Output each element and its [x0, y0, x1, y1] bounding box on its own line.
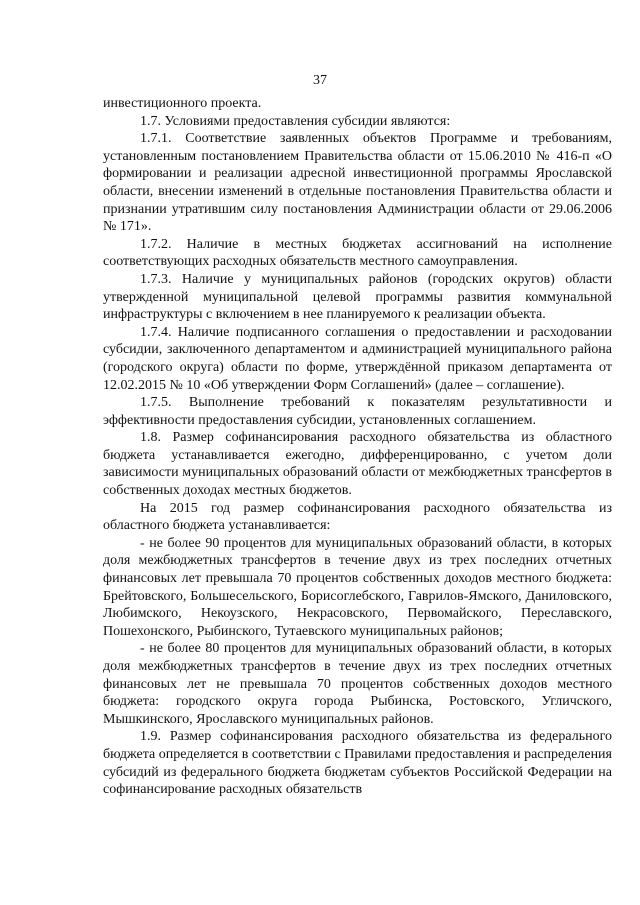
- paragraph-1-8: 1.8. Размер софинансирования расходного обязательства из областного бюджета устанавливается ежегодно, дифференцированно, с учетом доли зависимости муниципальных образований области от межбюджетных трансфертов в собственных доходах местных бюджетов.: [103, 430, 612, 499]
- paragraph-1-7-3: 1.7.3. Наличие у муниципальных районов (городских округов) области утвержденной муниципальной целевой программы развития коммунальной инфраструктуры с включением в нее планируемого к реализации объекта.: [103, 271, 612, 323]
- paragraph-1-7: 1.7. Условиями предоставления субсидии являются:: [140, 113, 451, 129]
- paragraph-1-7-4: 1.7.4. Наличие подписанного соглашения о предоставлении и расходовании субсидии, заключенного департаментом и администрацией муниципального района (городского округа) области по форме, утверждённой приказом департамента от 12.02.2015 № 10 «Об утверждении Форм Соглашений» (далее – соглашение).: [103, 324, 612, 393]
- paragraph-1-7-2: 1.7.2. Наличие в местных бюджетах ассигнований на исполнение соответствующих расходных обязательств местного самоуправления.: [103, 236, 612, 270]
- paragraph-1-7-5: 1.7.5. Выполнение требований к показателям результативности и эффективности предоставления субсидии, установленных соглашением.: [103, 395, 612, 428]
- paragraph-1-9: 1.9. Размер софинансирования расходного обязательства из федерального бюджета определяется в соответствии с Правилами предоставления и распределения субсидий из федерального бюджета бюджетам субъектов Российской Федерации на софинансирование расходных обязательств: [103, 729, 612, 798]
- paragraph-1-7-1: 1.7.1. Соответствие заявленных объектов Программе и требованиям, установленным постановлением Правительства области от 15.06.2010 № 416-п «О формировании и реализации адресной инвестиционной программы Ярославской области, внесении изменений в отдельные постановления Правительства области и признании утратившим силу постановления Администрации области от 29.06.2006 № 171».: [103, 131, 612, 235]
- list-item-90-percent: - не более 90 процентов для муниципальных образований области, в которых доля межбюджетных трансфертов в течение двух из трех последних отчетных финансовых лет превышала 70 процентов собственных доходов местного бюджета: Брейтовского, Большесельского, Борисоглебского, Гаврилов-Ямского, Даниловского, Любимского, Некоузского, Некрасовского, Первомайского, Переславского, Пошехонского, Рыбинского, Тутаевского муниципальных районов;: [103, 535, 612, 639]
- paragraph-continuation: инвестиционного проекта.: [103, 96, 262, 111]
- page-number: 37: [313, 73, 327, 88]
- paragraph-2015-intro: На 2015 год размер софинансирования расходного обязательства из областного бюджета устанавливается:: [103, 500, 612, 534]
- document-body: [103, 95, 612, 799]
- list-item-80-percent: - не более 80 процентов для муниципальных образований области, в которых доля межбюджетных трансфертов в течение двух из трех последних отчетных финансовых лет не превышала 70 процентов собственных доходов местного бюджета: городского округа города Рыбинска, Ростовского, Угличского, Мышкинского, Ярославского муниципальных районов.: [103, 641, 612, 727]
